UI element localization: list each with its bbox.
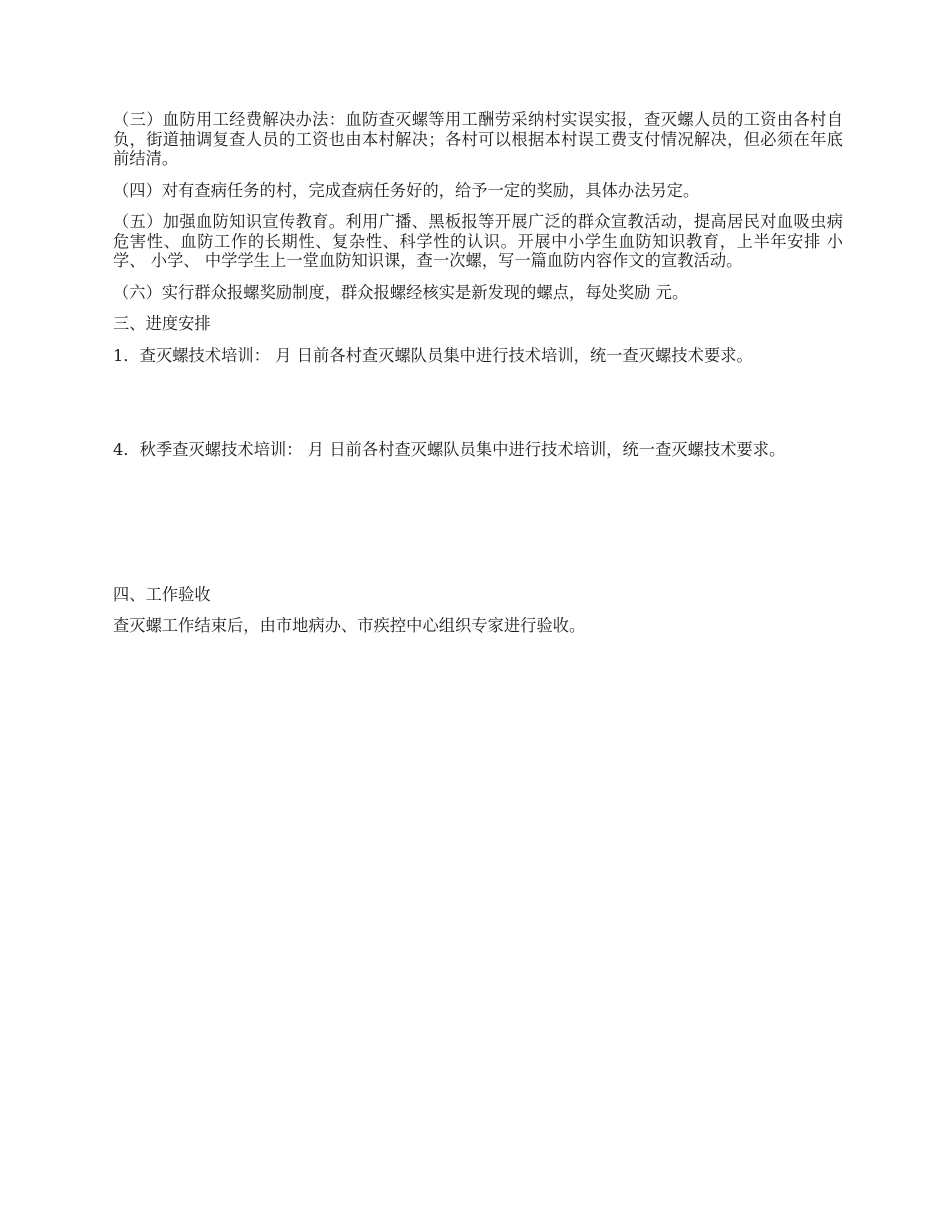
paragraph-acceptance: 查灭螺工作结束后，由市地病办、市疾控中心组织专家进行验收。 xyxy=(113,616,586,635)
paragraph-education: （五）加强血防知识宣传教育。利用广播、黑板报等开展广泛的群众宣教活动，提高居民对血吸虫病危害性、血防工作的长期性、复杂性、科学性的认识。开展中小学生血防知识教育，上半年安排 小学、 小学、 中学学生上一堂血防知识课，查一次螺，写一篇血防内容作文的宣教活动。 xyxy=(113,212,843,270)
schedule-item-4: 4．秋季查灭螺技术培训： 月 日前各村查灭螺队员集中进行技术培训，统一查灭螺技术要求。 xyxy=(113,440,786,459)
paragraph-reward: （四）对有查病任务的村，完成查病任务好的，给予一定的奖励，具体办法另定。 xyxy=(113,180,700,200)
schedule-item-1: 1．查灭螺技术培训： 月 日前各村查灭螺队员集中进行技术培训，统一查灭螺技术要求。 xyxy=(113,345,753,365)
section-heading-schedule: 三、进度安排 xyxy=(113,314,211,333)
section-heading-acceptance: 四、工作验收 xyxy=(113,584,211,604)
paragraph-report-reward: （六）实行群众报螺奖励制度，群众报螺经核实是新发现的螺点，每处奖励 元。 xyxy=(113,282,689,302)
document-page xyxy=(113,110,843,636)
paragraph-funding: （三）血防用工经费解决办法：血防查灭螺等用工酬劳采纳村实误实报，查灭螺人员的工资由各村自负，街道抽调复查人员的工资也由本村解决；各村可以根据本村误工费支付情况解决，但必须在年底前结清。 xyxy=(113,110,843,168)
